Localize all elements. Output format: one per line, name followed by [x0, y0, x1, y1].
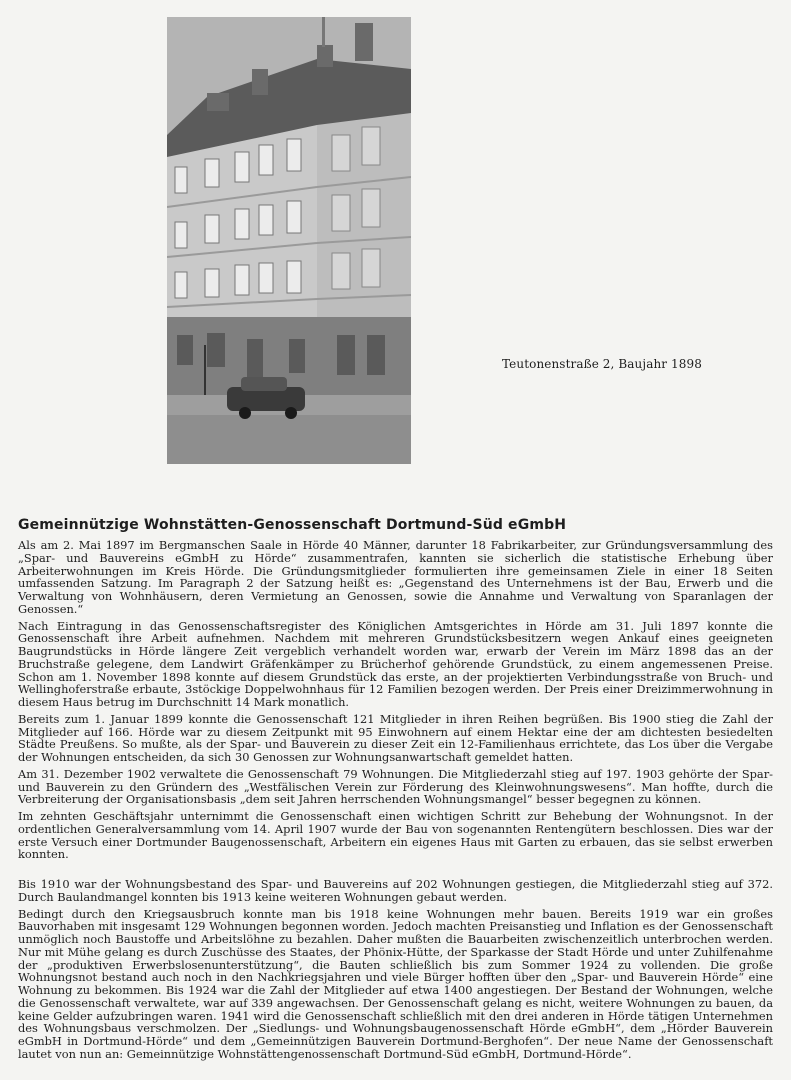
paragraph: Nach Eintragung in das Genossenschaftsregister des Königlichen Amtsgerichtes in Hörde am 31. Juli 1897 konnte die Genossenschaft ihre Arbeit aufnehmen. Nachdem mit mehreren Grundstücksbesitzern wegen Ankauf eines geeigneten Baugrundstücks in Hörde längere Zeit vergeblich verhandelt worden war, erwarb der Verein im März 1898 das an der Bruchstraße gelegene, dem Landwirt Gräfenkämper zu Brücherhof gehörende Grundstück, zu einem angemessenen Preise. Schon am 1. November 1898 konnte auf diesem Grundstück das erste, an der projektierten Verbindungsstraße von Bruch- und Wellinghoferstraße erbaute, 3stöckige Doppelwohnhaus für 12 Familien bezogen werden. Der Preis einer Dreizimmerwohnung in diesem Haus betrug im Durchschnitt 14 Mark monatlich. [18, 618, 773, 709]
paragraph: Bereits zum 1. Januar 1899 konnte die Genossenschaft 121 Mitglieder in ihren Reihen begrüßen. Bis 1900 stieg die Zahl der Mitglieder auf 166. Hörde war zu diesem Zeitpunkt mit 95 Einwohnern auf einem Hektar eine der am dichtesten besiedelten Städte Preußens. So mußte, als der Spar- und Bauverein zu dieser Zeit ein 12-Familienhaus errichtete, das Los über die Vergabe der Wohnungen entscheiden, da sich 30 Genossen zur Wohnungsanwartschaft gemeldet hatten. [18, 711, 773, 764]
paragraph: Als am 2. Mai 1897 im Bergmanschen Saale in Hörde 40 Männer, darunter 18 Fabrikarbeiter, zur Gründungsversammlung des „Spar- und Bauvereins eGmbH zu Hörde“ zusammentrafen, kannten sie sicherlich die statistische Erhebung über Arbeiterwohnungen im Kreis Hörde. Die Gründungsmitglieder formulierten ihre gemeinsamen Ziele in einer 18 Seiten umfassenden Satzung. Im Paragraph 2 der Satzung heißt es: „Gegenstand des Unternehmens ist der Bau, Erwerb und die Verwaltung von Wohnhäusern, deren Vermietung an Genossen, sowie die Annahme und Verwaltung von Sparanlagen der Genossen.“ [18, 538, 773, 616]
article-body [18, 539, 773, 1065]
paragraph: Im zehnten Geschäftsjahr unternimmt die Genossenschaft einen wichtigen Schritt zur Behebung der Wohnungsnot. In der ordentlichen Generalversammlung vom 14. April 1907 wurde der Bau von sogenannten Rentengütern beschlossen. Dies war der erste Versuch einer Dortmunder Baugenossenschaft, Arbeitern ein eigenes Haus mit Garten zu erbauen, das sie selbst erwerben konnten. [18, 809, 773, 862]
paragraph: Am 31. Dezember 1902 verwaltete die Genossenschaft 79 Wohnungen. Die Mitgliederzahl stieg auf 197. 1903 gehörte der Spar- und Bauverein zu den Gründern des „Westfälischen Verein zur Förderung des Kleinwohnungswesens“. Man hoffte, durch die Verbreiterung der Organisationsbasis „dem seit Jahren herrschenden Wohnungsmangel“ besser begegnen zu können. [18, 766, 773, 807]
paragraph: Bis 1910 war der Wohnungsbestand des Spar- und Bauvereins auf 202 Wohnungen gestiegen, die Mitgliederzahl stieg auf 372. Durch Baulandmangel konnten bis 1913 keine weiteren Wohnungen gebaut werden. [18, 877, 773, 904]
photo-caption: Teutonenstraße 2, Baujahr 1898 [502, 357, 702, 371]
article-heading: Gemeinnützige Wohnstätten-Genossenschaft Dortmund-Süd eGmbH [18, 517, 567, 533]
paragraph: Bedingt durch den Kriegsausbruch konnte man bis 1918 keine Wohnungen mehr bauen. Bereits 1919 war ein großes Bauvorhaben mit insgesamt 129 Wohnungen begonnen worden. Jedoch machten Preisanstieg und Inflation es der Genossenschaft unmöglich noch Baustoffe und Arbeitslöhne zu bezahlen. Daher mußten die Bauarbeiten zwischenzeitlich unterbrochen werden. Nur mit Mühe gelang es durch Zuschüsse des Staates, der Phönix-Hütte, der Sparkasse der Stadt Hörde und unter Zuhilfenahme der „produktiven Erwerbslosenunterstützung“, die Bauten schließlich bis zum Sommer 1924 zu vollenden. Die große Wohnungsnot bestand auch noch in den Nachkriegsjahren und viele Bürger hofften über den „Spar- und Bauverein Hörde“ eine Wohnung zu bekommen. Bis 1924 war die Zahl der Mitglieder auf etwa 1400 angestiegen. Der Bestand der Wohnungen, welche die Genossenschaft verwaltete, war auf 339 angewachsen. Der Genossenschaft gelang es nicht, weitere Wohnungen zu bauen, da keine Gelder aufzubringen waren. 1941 wird die Genossenschaft schließlich mit den drei anderen in Hörde tätigen Unternehmen des Wohnungsbaus verschmolzen. Der „Siedlungs- und Wohnungsbaugenossenschaft Hörde eGmbH“, dem „Hörder Bauverein eGmbH in Dortmund-Hörde“ und dem „Gemeinnützigen Bauverein Dortmund-Berghofen“. Der neue Name der Genossenschaft lautet von nun an: Gemeinnützige Wohnstättengenossenschaft Dortmund-Süd eGmbH, Dortmund-Hörde“. [18, 906, 773, 1061]
building-photo [167, 17, 411, 464]
